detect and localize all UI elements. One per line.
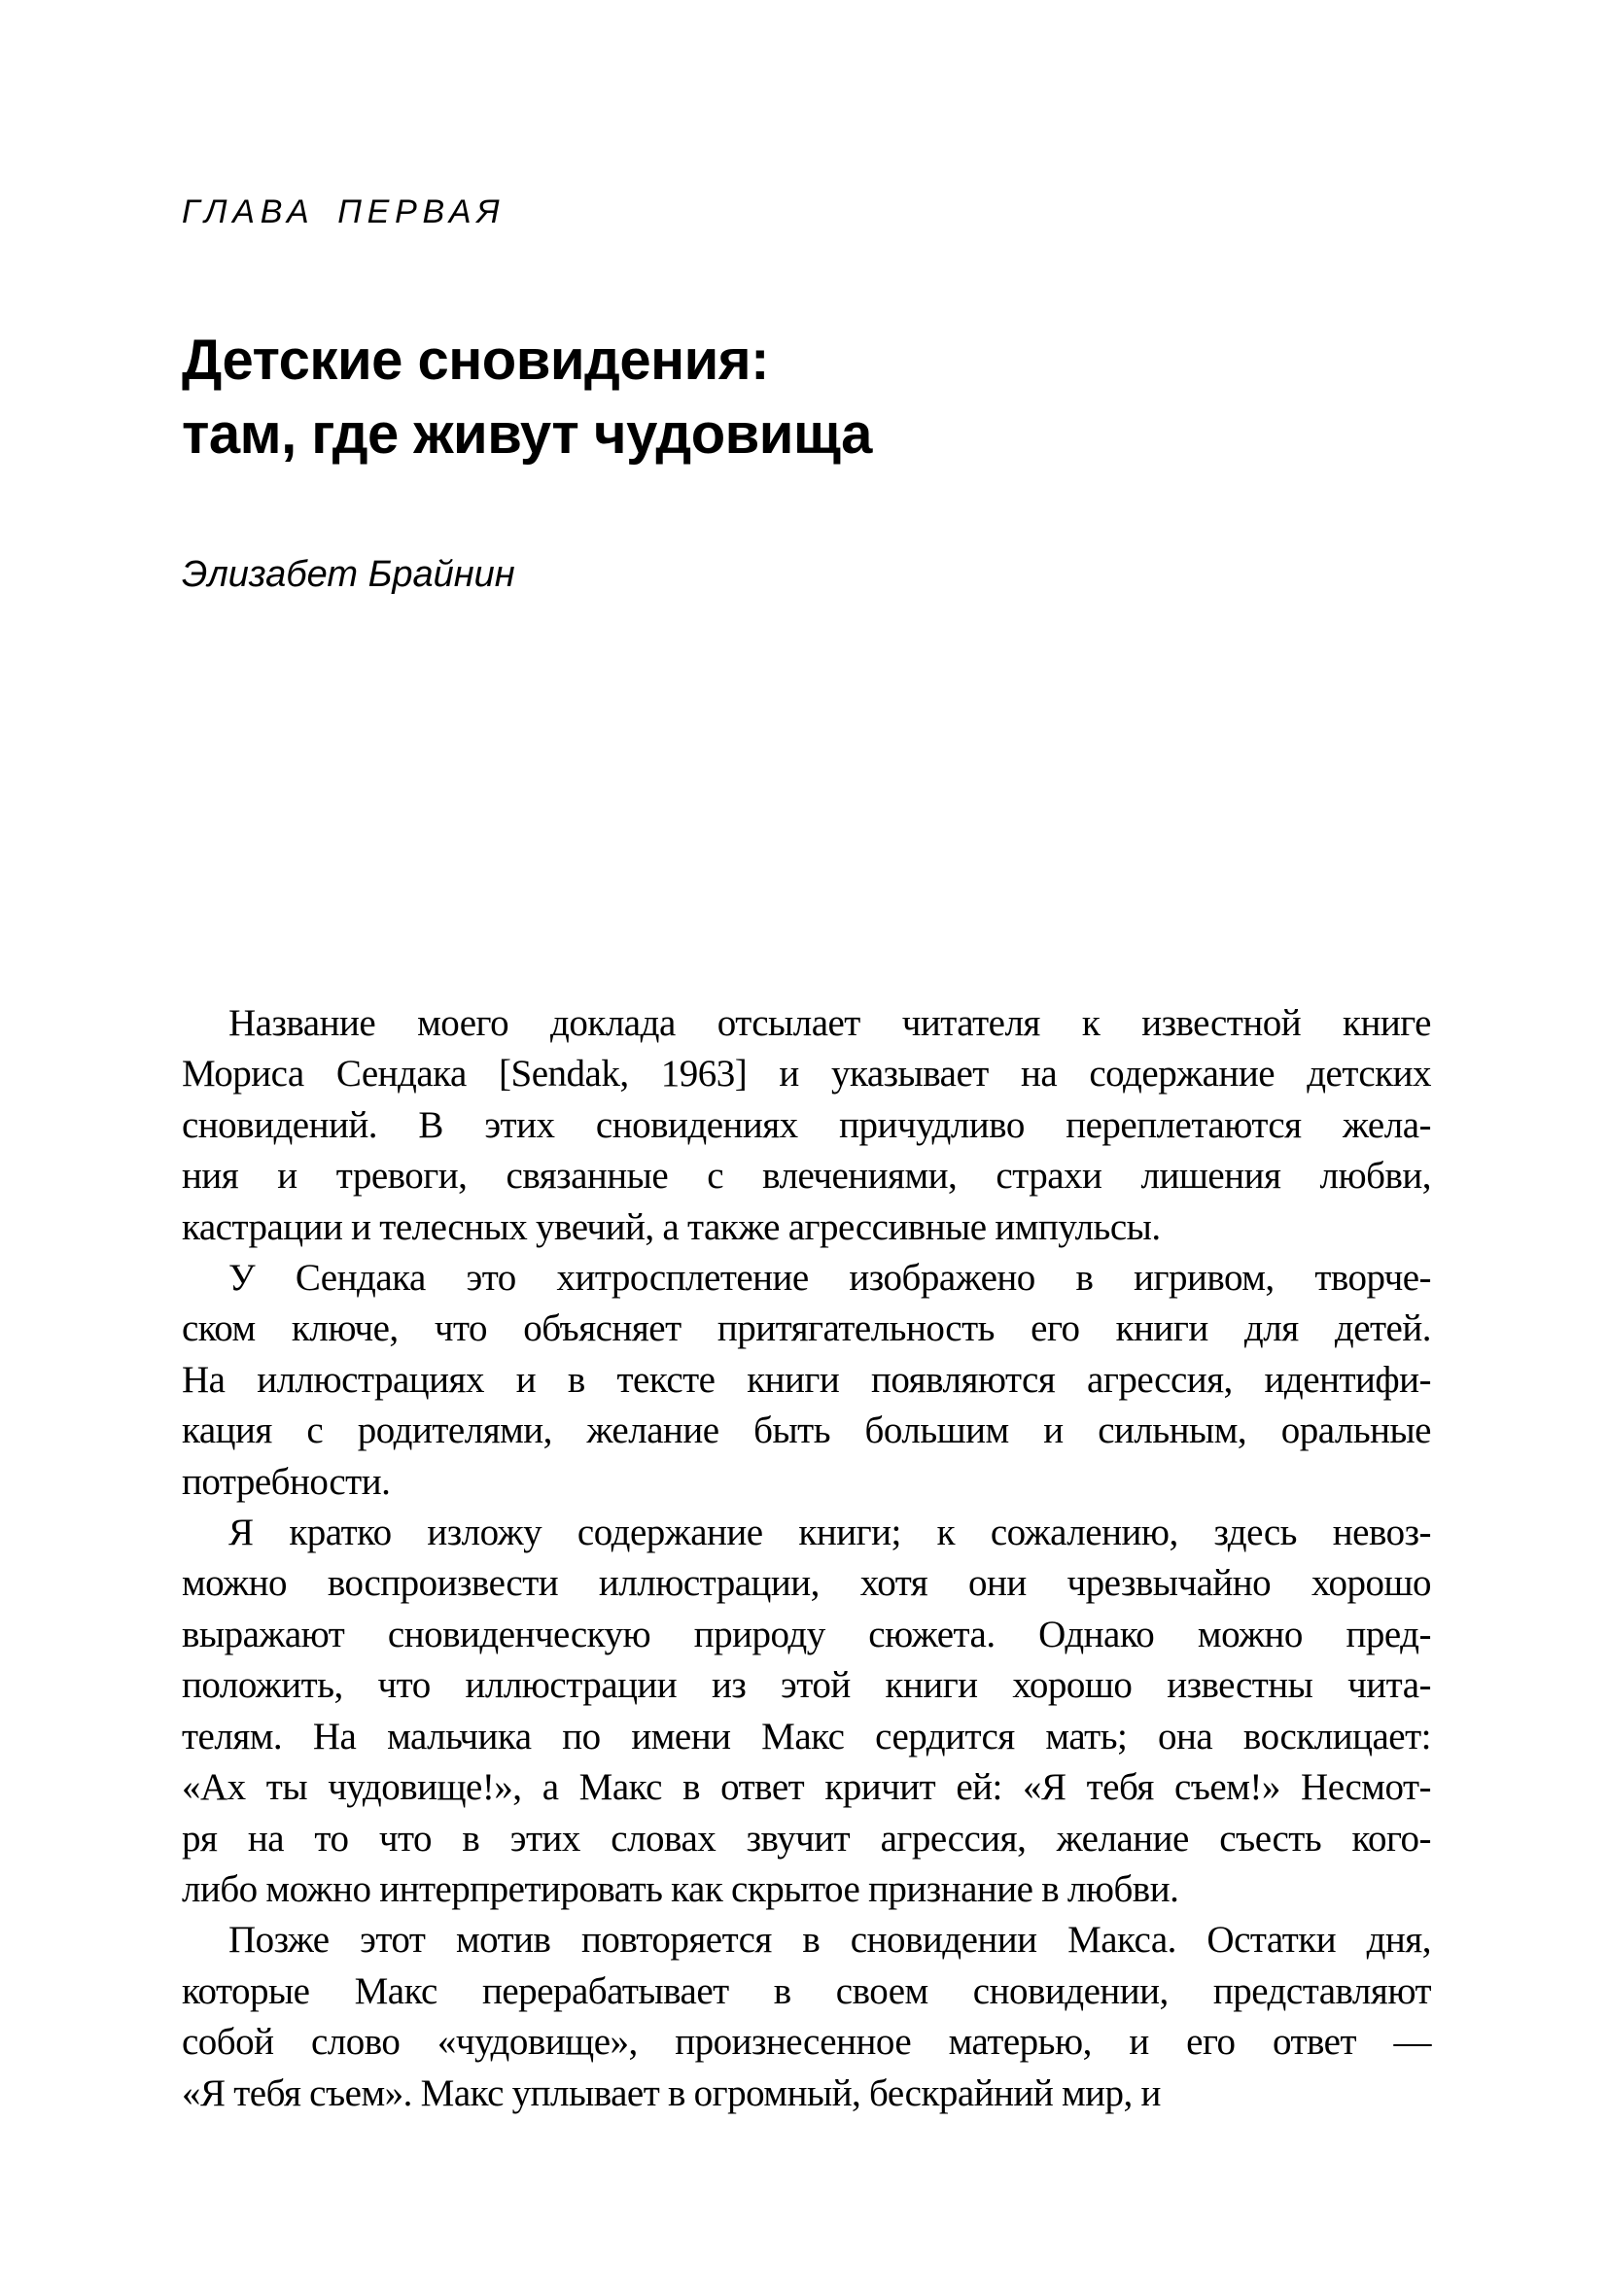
paragraph	[182, 1253, 1431, 1508]
paragraph	[182, 1915, 1431, 2119]
body-line: Мориса Сендака [Sendak, 1963] и указывает на содержание детских	[182, 1053, 1431, 1096]
body-line: можно воспроизвести иллюстрации, хотя они чрезвычайно хорошо	[182, 1562, 1431, 1605]
body-line: Я кратко изложу содержание книги; к сожалению, здесь невоз-	[228, 1512, 1431, 1554]
body-line: «Я тебя съем». Макс уплывает в огромный, бескрайний мир, и	[182, 2071, 1161, 2114]
body-line: выражают сновиденческую природу сюжета. Однако можно пред-	[182, 1613, 1431, 1655]
body-line: либо можно интерпретировать как скрытое признание в любви.	[182, 1867, 1179, 1910]
paragraph	[182, 998, 1431, 1253]
body-line: ря на то что в этих словах звучит агрессия, желание съесть кого-	[182, 1817, 1431, 1860]
body-line: сновидений. В этих сновидениях причудливо переплетаются жела-	[182, 1103, 1431, 1146]
page-title	[182, 324, 1446, 471]
body-line: кация с родителями, желание быть большим и сильным, оральные	[182, 1409, 1431, 1452]
body-line: На иллюстрациях и в тексте книги появляются агрессия, идентифи-	[182, 1358, 1431, 1401]
body-line: положить, что иллюстрации из этой книги хорошо известны чита-	[182, 1664, 1431, 1707]
body-line: которые Макс перерабатывает в своем сновидении, представляют	[182, 1969, 1431, 2012]
body-line: У Сендака это хитросплетение изображено в игривом, творче-	[228, 1257, 1431, 1300]
body-line: «Ах ты чудовище!», а Макс в ответ кричит ей: «Я тебя съем!» Несмот-	[182, 1766, 1431, 1809]
body-text	[182, 998, 1431, 2119]
title-line-2: там, где живут чудовища	[182, 402, 872, 466]
body-line: собой слово «чудовище», произнесенное матерью, и его ответ —	[182, 2021, 1431, 2064]
body-line: потребности.	[182, 1460, 391, 1503]
body-line: ния и тревоги, связанные с влечениями, страхи лишения любви,	[182, 1155, 1431, 1198]
chapter-heading: ГЛАВА ПЕРВАЯ	[182, 193, 506, 230]
paragraph	[182, 1508, 1431, 1915]
author-name: Элизабет Брайнин	[182, 554, 515, 595]
body-line: ском ключе, что объясняет притягательность его книги для детей.	[182, 1307, 1431, 1350]
body-line: телям. На мальчика по имени Макс сердится мать; она восклицает:	[182, 1715, 1431, 1757]
body-line: кастрации и телесных увечий, а также агрессивные импульсы.	[182, 1205, 1161, 1248]
body-line: Позже этот мотив повторяется в сновидении Макса. Остатки дня,	[228, 1919, 1431, 1962]
title-line-1: Детские сновидения:	[182, 329, 769, 392]
body-line: Название моего доклада отсылает читателя к известной книге	[228, 1002, 1431, 1044]
